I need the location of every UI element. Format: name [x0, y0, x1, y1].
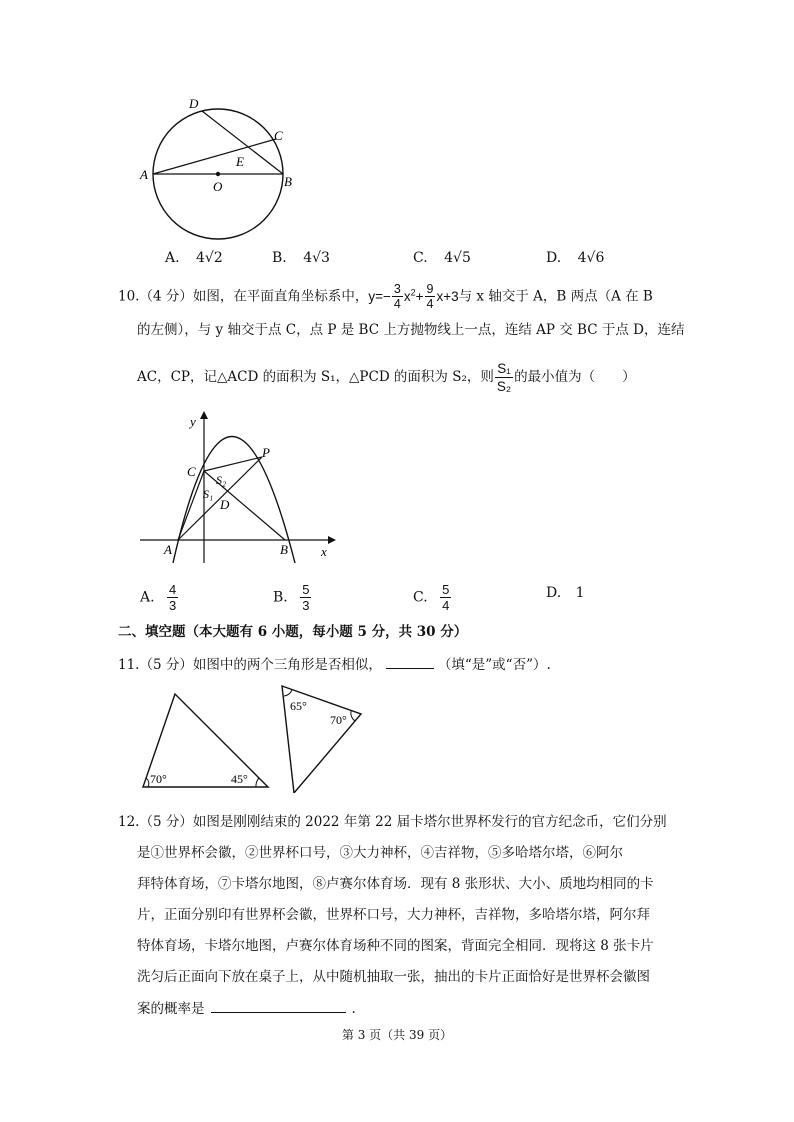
label-p: P: [262, 445, 270, 460]
option-value: 1: [575, 585, 585, 601]
frac-den: S₂: [496, 379, 512, 394]
q12-line-1: [118, 812, 667, 832]
frac-num: 3: [393, 282, 401, 297]
q11-triangles-figure: [135, 683, 370, 793]
option-letter: D.: [546, 250, 562, 266]
angle-left-b: 45°: [231, 772, 248, 786]
q12-line-6: 洗匀后正面向下放在桌子上，从中随机抽取一张，抽出的卡片正面恰好是世界杯会徽图: [137, 969, 650, 985]
q10-option-d: [546, 585, 585, 601]
label-c: C: [274, 128, 283, 143]
question-number: 11.: [118, 657, 140, 673]
label-y: y: [190, 414, 196, 429]
q10-option-c: [413, 582, 452, 613]
q9-circle-figure: [135, 90, 305, 250]
q10-option-a: [140, 582, 179, 613]
q10-text: AC，CP，记△ACD 的面积为 S₁，△PCD 的面积为 S₂，则: [137, 369, 494, 385]
label-x: x: [321, 544, 327, 559]
q10-equation: [368, 282, 459, 312]
q10-text: 与 x 轴交于 A，B 两点（A 在 B: [458, 288, 653, 305]
q10-option-b: [273, 582, 312, 613]
q9-option-d: [546, 250, 604, 266]
segment-cp: [204, 457, 262, 471]
option-letter: C.: [413, 250, 428, 266]
q10-line-3: [137, 360, 636, 395]
frac-num: 5: [302, 582, 310, 597]
section-2-title: 二、填空题（本大题有 6 小题，每小题 5 分，共 30 分）: [118, 624, 468, 640]
label-e: E: [236, 154, 244, 169]
label-s2: S₂: [216, 473, 227, 487]
eq-x: x: [403, 288, 411, 304]
q12-line-3: 拜特体育场，⑦卡塔尔地图，⑧卢赛尔体育场．现有 8 张形状、大小、质地均相同的卡: [137, 876, 654, 892]
label-o: O: [213, 179, 223, 194]
q11-answer-blank[interactable]: [386, 654, 434, 669]
q10-parabola-figure: [135, 405, 345, 565]
frac-den: 3: [169, 598, 177, 613]
frac-den: 3: [302, 598, 310, 613]
eq-frac-b: [425, 282, 436, 311]
label-b: B: [280, 542, 288, 557]
angle-right-a: 65°: [290, 699, 307, 713]
label-a: A: [164, 542, 172, 557]
frac-den: 4: [442, 598, 450, 613]
angle-left-a: 70°: [150, 772, 167, 786]
q12-answer-blank[interactable]: [211, 998, 346, 1013]
angle-arc-45: [256, 778, 259, 787]
angle-arc-70: [146, 778, 149, 787]
option-value: 4√3: [303, 250, 330, 266]
question-number: 12.: [118, 814, 140, 830]
q10-line-2: 的左侧），与 y 轴交于点 C，点 P 是 BC 上方抛物线上一点，连结 AP 交 BC 于点 D，连结: [137, 322, 685, 338]
angle-arc-70-right: [351, 711, 355, 721]
eq-rest: +3: [443, 288, 459, 304]
q9-option-a: [165, 250, 223, 266]
question-points: （5 分）: [139, 814, 193, 830]
q12-text: 案的概率是: [137, 1001, 205, 1017]
q12-text: 如图是刚刚结束的 2022 年第 22 届卡塔尔世界杯发行的官方纪念币，它们分别: [192, 814, 667, 830]
eq-y: y=: [368, 288, 384, 304]
label-d: D: [220, 497, 230, 512]
question-number: 10.: [118, 288, 140, 305]
chord-ac: [153, 139, 276, 174]
segment-ac: [178, 471, 204, 540]
option-value: 4√2: [196, 250, 223, 266]
q10-text: 的最小值为（ ）: [514, 369, 636, 385]
q11-text: 如图中的两个三角形是否相似，: [192, 657, 382, 673]
eq-square: 2: [410, 287, 416, 297]
eq-frac-a: [392, 282, 403, 311]
frac-den: 4: [393, 297, 401, 312]
question-points: （4 分）: [139, 288, 193, 305]
frac-num: 5: [442, 582, 450, 597]
q11-line: [118, 654, 551, 675]
q9-option-b: [272, 250, 330, 266]
option-fraction: [167, 582, 178, 613]
angle-right-b: 70°: [330, 713, 347, 727]
q12-line-7: [137, 998, 356, 1019]
option-letter: B.: [273, 589, 288, 606]
q12-text: .: [351, 1001, 356, 1017]
q9-option-c: [413, 250, 471, 266]
option-letter: A.: [165, 250, 180, 266]
option-letter: C.: [413, 589, 428, 606]
option-fraction: [300, 582, 311, 613]
q12-line-5: 特体育场，卡塔尔地图，卢赛尔体育场种不同的图案，背面完全相同．现将这 8 张卡片: [137, 938, 654, 954]
label-d: D: [189, 96, 199, 111]
x-axis-arrow: [328, 536, 336, 544]
center-point: [216, 172, 220, 176]
frac-num: 4: [169, 582, 177, 597]
option-letter: B.: [272, 250, 287, 266]
q10-line-1: [118, 282, 653, 311]
option-letter: A.: [140, 589, 155, 606]
angle-arc-65: [284, 690, 292, 696]
label-s1: S₁: [203, 487, 214, 501]
q11-text: （填“是”或“否”）.: [437, 657, 551, 673]
eq-minus: −: [383, 288, 391, 304]
q10-text: 如图，在平面直角坐标系中，: [192, 288, 369, 305]
frac-num: S₁: [497, 361, 511, 376]
page-footer: 第 3 页（共 39 页）: [341, 1028, 453, 1042]
option-fraction: [440, 582, 451, 613]
label-a: A: [140, 167, 148, 182]
q12-line-4: 片，正面分别印有世界杯会徽，世界杯口号，大力神杯，吉祥物，多哈塔尔塔，阿尔拜: [137, 907, 650, 923]
q12-line-2: 是①世界杯会徽，②世界杯口号，③大力神杯，④吉祥物，⑤多哈塔尔塔，⑥阿尔: [137, 845, 623, 861]
frac-num: 9: [426, 282, 434, 297]
eq-x: x: [436, 288, 444, 304]
question-points: （5 分）: [139, 657, 193, 673]
option-letter: D.: [546, 585, 562, 601]
eq-plus: +: [415, 288, 424, 304]
frac-den: 4: [426, 297, 434, 312]
option-value: 4√5: [444, 250, 471, 266]
q10-ratio: [495, 360, 513, 395]
label-c: C: [187, 464, 196, 479]
y-axis-arrow: [200, 411, 208, 419]
option-value: 4√6: [577, 250, 605, 266]
label-b: B: [284, 174, 292, 189]
parabola-curve: [173, 437, 295, 564]
